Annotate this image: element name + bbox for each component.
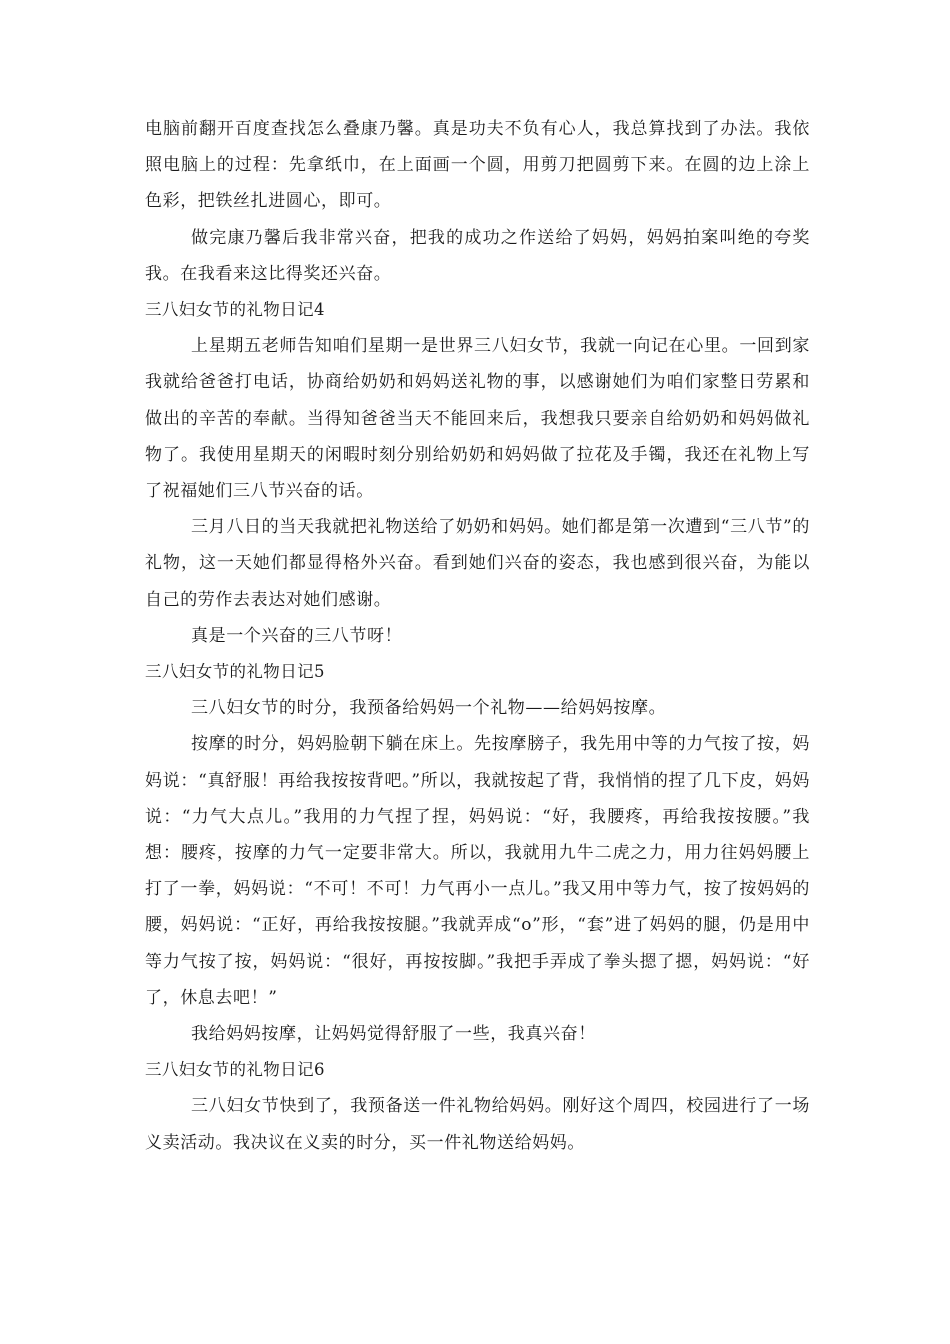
document-body — [145, 111, 810, 1161]
paragraph: 上星期五老师告知咱们星期一是世界三八妇女节，我就一向记在心里。一回到家我就给爸爸打电话，协商给奶奶和妈妈送礼物的事，以感谢她们为咱们家整日劳累和做出的辛苦的奉献。当得知爸爸当天不能回来后，我想我只要亲自给奶奶和妈妈做礼物了。我使用星期天的闲暇时刻分别给奶奶和妈妈做了拉花及手镯，我还在礼物上写了祝福她们三八节兴奋的话。 — [145, 336, 810, 502]
paragraph: 三八妇女节快到了，我预备送一件礼物给妈妈。刚好这个周四，校园进行了一场义卖活动。我决议在义卖的时分，买一件礼物送给妈妈。 — [145, 1096, 810, 1153]
section-heading-4: 三八妇女节的礼物日记4 — [145, 300, 325, 320]
paragraph: 按摩的时分，妈妈脸朝下躺在床上。先按摩膀子，我先用中等的力气按了按，妈妈说：“真舒服！再给我按按背吧。”所以，我就按起了背，我悄悄的捏了几下皮，妈妈说：“力气大点儿。”我用的力气捏了捏，妈妈说：“好，我腰疼，再给我按按腰。”我想：腰疼，按摩的力气一定要非常大。所以，我就用九牛二虎之力，用力往妈妈腰上打了一拳，妈妈说：“不可！不可！力气再小一点儿。”我又用中等力气，按了按妈妈的腰，妈妈说：“正好，再给我按按腿。”我就弄成“o”形，“套”进了妈妈的腿，仍是用中等力气按了按，妈妈说：“很好，再按按脚。”我把手弄成了拳头摁了摁，妈妈说：“好了，休息去吧！” — [145, 734, 810, 1008]
paragraph: 我给妈妈按摩，让妈妈觉得舒服了一些，我真兴奋！ — [191, 1024, 596, 1045]
paragraph-continued: 电脑前翻开百度查找怎么叠康乃馨。真是功夫不负有心人，我总算找到了办法。我依照电脑上的过程：先拿纸巾，在上面画一个圆，用剪刀把圆剪下来。在圆的边上涂上色彩，把铁丝扎进圆心，即可。 — [145, 119, 810, 212]
section-heading-6: 三八妇女节的礼物日记6 — [145, 1060, 325, 1080]
paragraph: 三月八日的当天我就把礼物送给了奶奶和妈妈。她们都是第一次遭到“三八节”的礼物，这一天她们都显得格外兴奋。看到她们兴奋的姿态，我也感到很兴奋，为能以自己的劳作去表达对她们感谢。 — [145, 517, 810, 610]
paragraph: 真是一个兴奋的三八节呀！ — [191, 625, 403, 646]
paragraph: 做完康乃馨后我非常兴奋，把我的成功之作送给了妈妈，妈妈拍案叫绝的夸奖我。在我看来这比得奖还兴奋。 — [145, 227, 810, 284]
section-heading-5: 三八妇女节的礼物日记5 — [145, 662, 325, 682]
paragraph: 三八妇女节的时分，我预备给妈妈一个礼物——给妈妈按摩。 — [191, 698, 667, 719]
